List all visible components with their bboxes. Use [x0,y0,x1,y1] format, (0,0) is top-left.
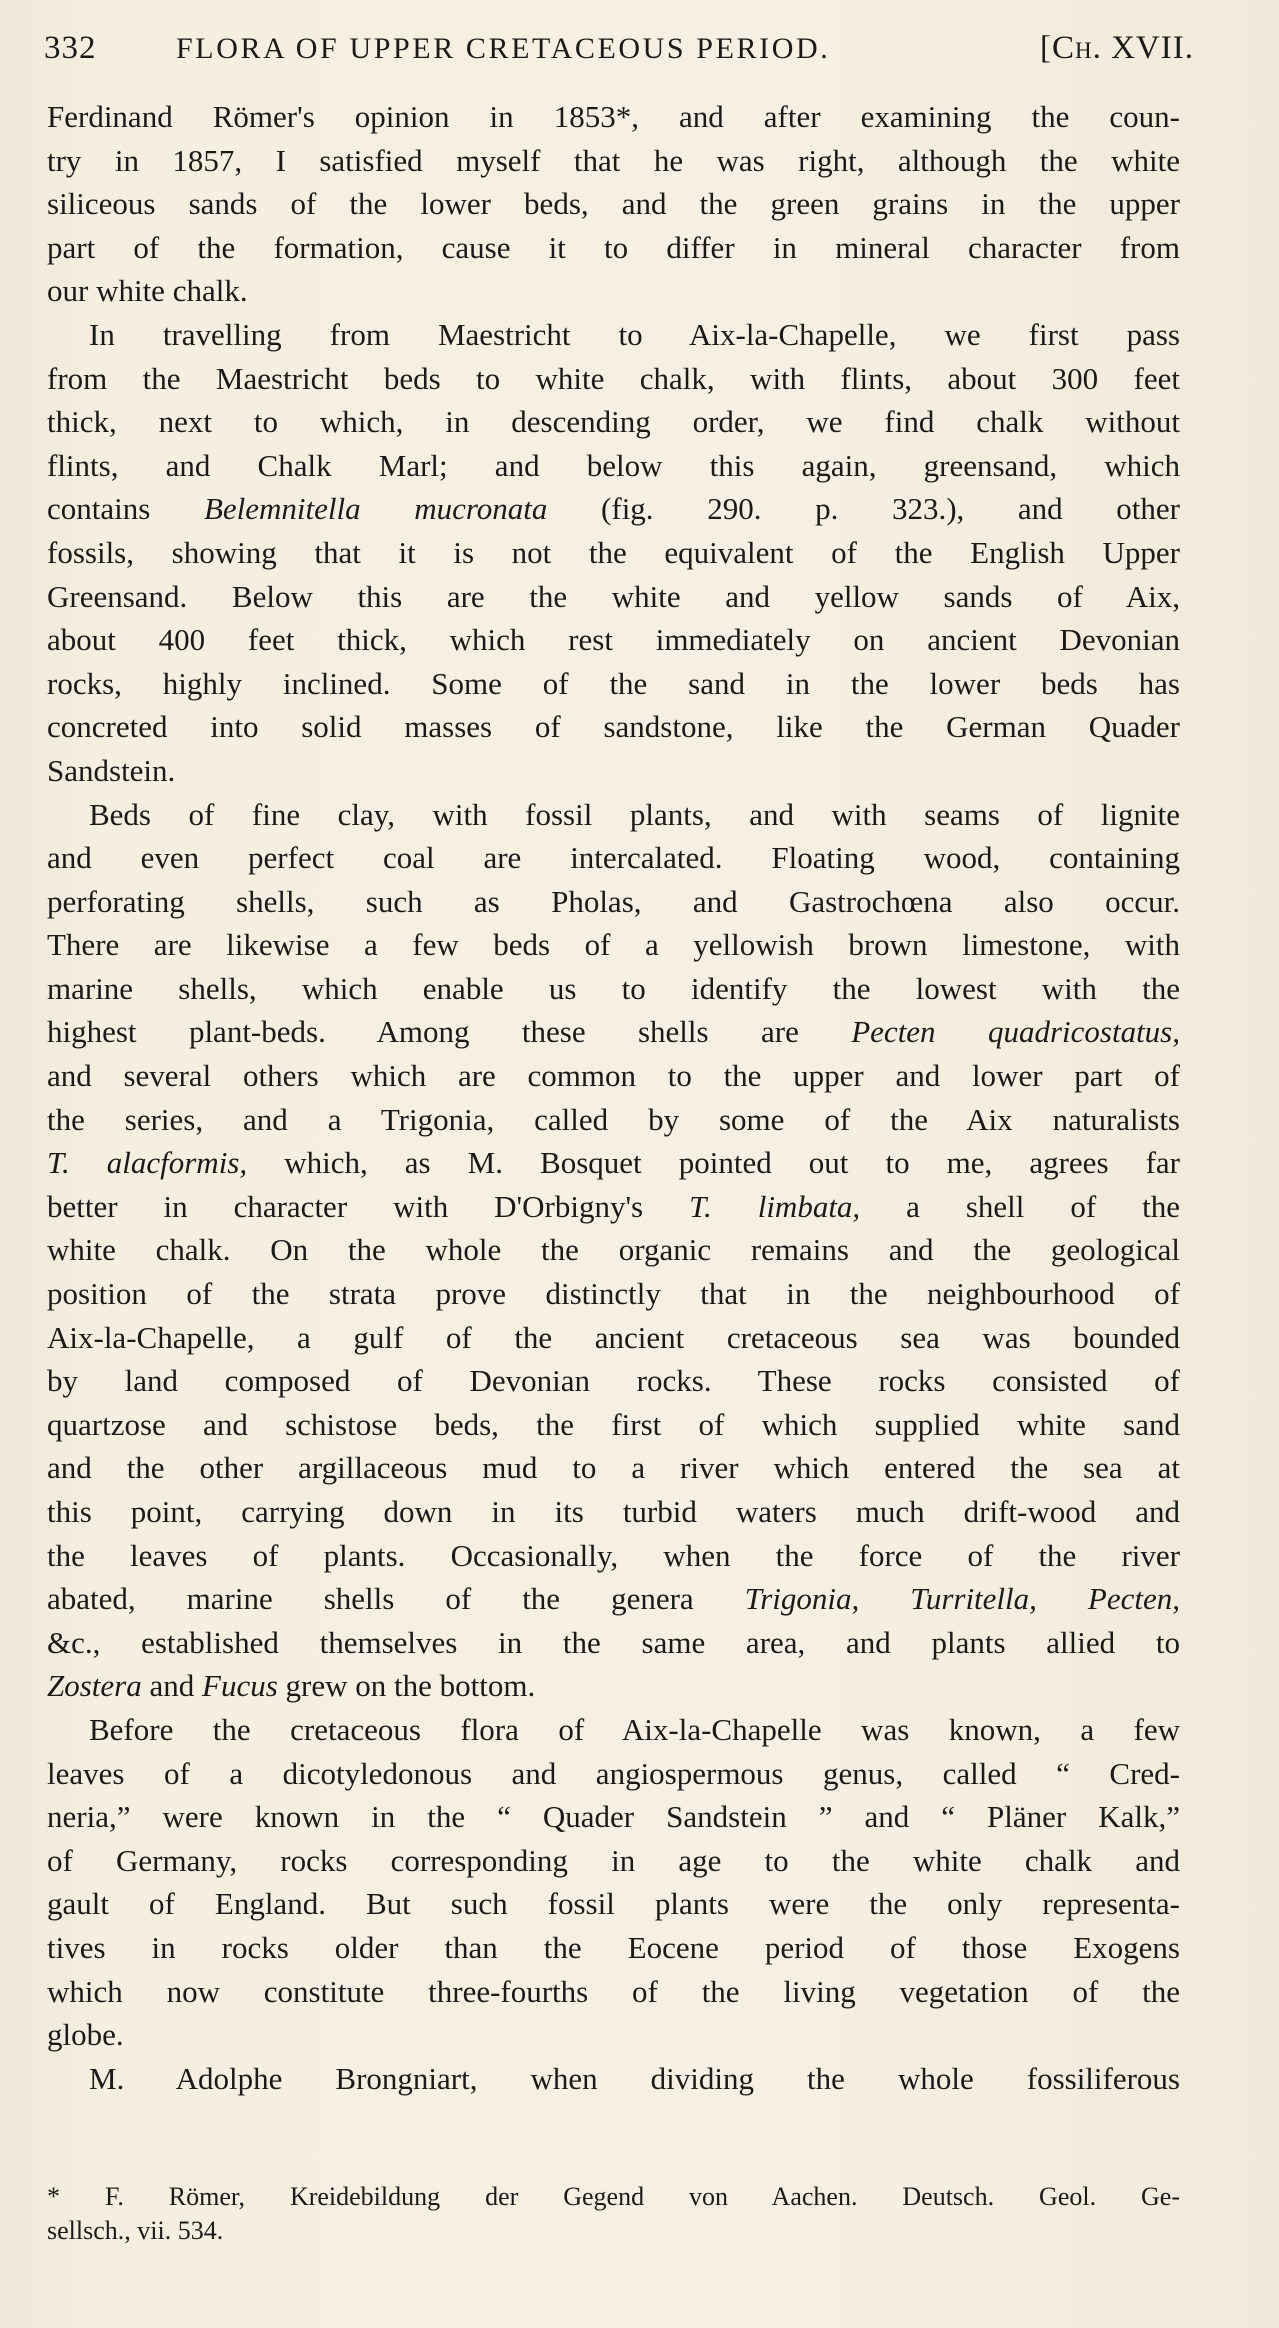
text-run: which, as M. Bosquet pointed out to me, agrees far [247,1145,1180,1181]
text-run: by land composed of Devonian rocks. These rocks consisted of [47,1363,1180,1399]
text-line [47,1664,1180,1708]
text-line [47,1316,1180,1360]
text-line [47,139,1180,183]
page-number: 332 [44,30,97,66]
text-run: M. Adolphe Brongniart, when dividing the whole fossiliferous [89,2060,1180,2096]
text-run: of Germany, rocks corresponding in age to the white chalk and [47,1842,1180,1878]
text-run: Beds of fine clay, with fossil plants, and with seams of lignite [89,796,1180,832]
text-run: neria,” were known in the “ Quader Sandstein ” and “ Pläner Kalk,” [47,1799,1180,1835]
text-run: this point, carrying down in its turbid waters much drift-wood and [47,1494,1180,1529]
text-line [47,226,1180,270]
text-line [47,1970,1180,2014]
text-line [47,1098,1180,1142]
text-run: perforating shells, such as Pholas, and Gastrochœna also occur. [47,883,1180,919]
text-line [47,1272,1180,1316]
text-run: and several others which are common to the upper and lower part of [47,1058,1180,1094]
text-run: Ferdinand Römer's opinion in 1853*, and after examining the coun- [47,99,1180,134]
text-line [47,1839,1180,1883]
footnote-line [47,2214,1180,2248]
text-run: thick, next to which, in descending order, we find chalk without [47,404,1180,440]
text-run: (fig. 290. p. 323.), and other [547,491,1180,527]
text-line [47,1621,1180,1665]
text-run: siliceous sands of the lower beds, and the green grains in the upper [47,186,1180,222]
text-run: Greensand. Below this are the white and yellow sands of Aix, [47,578,1180,614]
text-line [47,2057,1180,2101]
text-line [47,95,1180,139]
page-header [44,30,1194,70]
text-run: There are likewise a few beds of a yellowish brown limestone, with [47,927,1180,963]
text-run: contains [47,491,204,527]
text-line [47,1534,1180,1578]
text-run: highest plant-beds. Among these shells are [47,1014,852,1050]
body-text [47,95,1180,2100]
text-run: part of the formation, cause it to differ in mineral character from [47,229,1180,265]
text-line [47,575,1180,619]
text-line [47,836,1180,880]
text-run: from the Maestricht beds to white chalk, with flints, about 300 feet [47,360,1180,396]
text-line [47,269,1180,313]
text-line [47,1228,1180,1272]
text-line [47,793,1180,837]
paragraph [47,793,1180,1708]
text-line [47,313,1180,357]
text-line [47,1795,1180,1839]
text-run: which now constitute three-fourths of the living vegetation of the [47,1973,1180,2009]
text-line [47,1708,1180,1752]
text-line [47,1490,1180,1534]
text-run: gault of England. But such fossil plants were the only representa- [47,1886,1180,1922]
text-run: quartzose and schistose beds, the first of which supplied white sand [47,1406,1180,1442]
text-run: the leaves of plants. Occasionally, when the force of the river [47,1537,1180,1573]
text-line [47,705,1180,749]
text-line [47,1577,1180,1621]
text-line [47,2013,1180,2057]
text-run: leaves of a dicotyledonous and angiospermous genus, called “ Cred- [47,1755,1180,1791]
text-line [47,1446,1180,1490]
paragraph [47,2057,1180,2101]
text-line [47,967,1180,1011]
text-run: better in character with D'Orbigny's [47,1188,690,1224]
italic-text: T. alacformis, [47,1145,248,1181]
italic-text: Belemnitella mucronata [203,491,548,527]
chapter-reference: [Ch. XVII. [1039,30,1194,66]
text-line [47,1185,1180,1229]
text-line [47,1359,1180,1403]
text-run: our white chalk. [47,273,248,309]
italic-text: Fucus [202,1668,278,1704]
text-run: Sandstein. [47,752,176,788]
text-run: * F. Römer, Kreidebildung der Gegend von Aachen. Deutsch. Geol. Ge- [47,2182,1180,2211]
text-run: about 400 feet thick, which rest immediately on ancient Devonian [47,622,1180,658]
text-run: and the other argillaceous mud to a river which entered the sea at [47,1450,1180,1486]
text-run: Before the cretaceous flora of Aix-la-Chapelle was known, a few [89,1711,1180,1747]
text-line [47,1752,1180,1796]
paragraph [47,95,1180,313]
running-title: FLORA OF UPPER CRETACEOUS PERIOD. [176,32,831,65]
text-run: globe. [47,2017,124,2053]
text-line [47,400,1180,444]
text-run: grew on the bottom. [277,1668,536,1704]
text-run: &c., established themselves in the same area, and plants allied to [47,1624,1180,1660]
text-run: and even perfect coal are intercalated. Floating wood, containing [47,840,1180,876]
text-run: concreted into solid masses of sandstone, like the German Quader [47,709,1180,745]
paragraph [47,313,1180,793]
text-run: In travelling from Maestricht to Aix-la-Chapelle, we first pass [89,316,1180,352]
text-line [47,444,1180,488]
text-run: sellsch., vii. 534. [47,2216,224,2245]
text-line [47,880,1180,924]
italic-text: T. limbata, [689,1188,861,1224]
text-line [47,357,1180,401]
text-run: flints, and Chalk Marl; and below this again, greensand, which [47,447,1180,483]
text-line [47,487,1180,531]
text-line [47,1054,1180,1098]
text-line [47,1141,1180,1185]
text-line [47,1882,1180,1926]
text-run: Aix-la-Chapelle, a gulf of the ancient cretaceous sea was bounded [47,1319,1180,1355]
text-run: the series, and a Trigonia, called by some of the Aix naturalists [47,1101,1180,1137]
text-run: rocks, highly inclined. Some of the sand in the lower beds has [47,665,1180,701]
text-line [47,1926,1180,1970]
text-run: tives in rocks older than the Eocene period of those Exogens [47,1929,1180,1965]
text-run: a shell of the [860,1188,1180,1224]
footnote [47,2180,1180,2248]
italic-text: Trigonia, Turritella, Pecten, [744,1581,1180,1617]
text-line [47,1010,1180,1054]
paragraph [47,1708,1180,2057]
text-run: marine shells, which enable us to identify the lowest with the [47,970,1180,1006]
text-line [47,618,1180,662]
italic-text: Zostera [47,1668,142,1704]
text-run: fossils, showing that it is not the equivalent of the English Upper [47,534,1180,570]
text-line [47,749,1180,793]
text-line [47,1403,1180,1447]
text-run: white chalk. On the whole the organic remains and the geological [47,1232,1180,1268]
text-line [47,923,1180,967]
text-run: try in 1857, I satisfied myself that he was right, although the white [47,142,1180,178]
text-line [47,662,1180,706]
text-run: and [141,1668,203,1704]
text-line [47,531,1180,575]
italic-text: Pecten quadricostatus, [851,1014,1180,1050]
text-line [47,182,1180,226]
footnote-line [47,2180,1180,2214]
text-run: abated, marine shells of the genera [47,1581,745,1617]
text-run: position of the strata prove distinctly that in the neighbourhood of [47,1276,1180,1312]
